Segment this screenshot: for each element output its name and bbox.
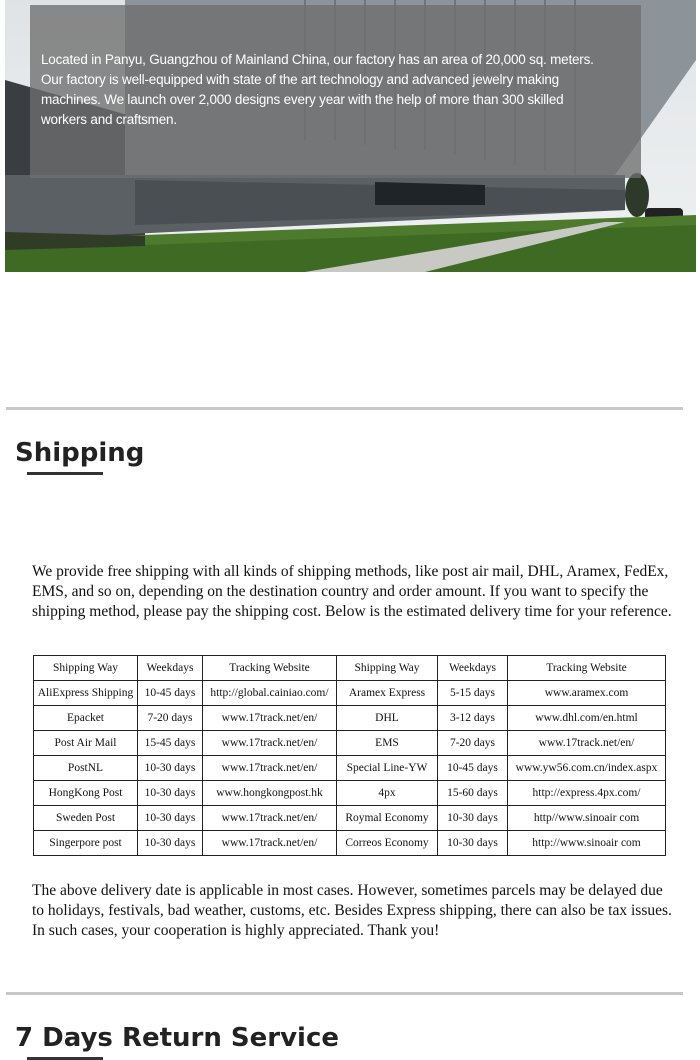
cell-shipping-way: AliExpress Shipping — [34, 681, 138, 706]
cell-tracking-website: www.17track.net/en/ — [508, 731, 666, 756]
cell-tracking-website: www.17track.net/en/ — [203, 756, 337, 781]
cell-tracking-website: www.hongkongpost.hk — [203, 781, 337, 806]
cell-tracking-website: http//www.sinoair com — [508, 806, 666, 831]
return-service-title: 7 Days Return Service — [15, 1023, 340, 1053]
cell-weekdays: 10-45 days — [138, 681, 203, 706]
header-shipping-way: Shipping Way — [34, 656, 138, 681]
cell-weekdays: 10-30 days — [138, 806, 203, 831]
shipping-title: Shipping — [15, 438, 145, 468]
factory-description: Located in Panyu, Guangzhou of Mainland China, our factory has an area of 20,000 sq. meters. Our factory is well-equipped with state of the art technology and advanced jewelry making machines. We launch over 2,000 designs every year with the help of more than 300 skilled workers and craftsmen. — [41, 52, 594, 127]
cell-tracking-website: www.dhl.com/en.html — [508, 706, 666, 731]
shipping-title-underline — [27, 472, 103, 475]
cell-weekdays: 10-30 days — [438, 806, 508, 831]
cell-shipping-way: Post Air Mail — [34, 731, 138, 756]
section-divider — [6, 992, 683, 995]
cell-weekdays: 10-30 days — [138, 756, 203, 781]
header-tracking-website: Tracking Website — [203, 656, 337, 681]
cell-shipping-way: Roymal Economy — [337, 806, 438, 831]
cell-weekdays: 7-20 days — [438, 731, 508, 756]
section-divider — [6, 407, 683, 410]
cell-weekdays: 10-45 days — [438, 756, 508, 781]
cell-weekdays: 3-12 days — [438, 706, 508, 731]
cell-shipping-way: Correos Economy — [337, 831, 438, 856]
cell-weekdays: 5-15 days — [438, 681, 508, 706]
cell-shipping-way: EMS — [337, 731, 438, 756]
cell-shipping-way: Sweden Post — [34, 806, 138, 831]
table-row — [34, 756, 666, 781]
cell-shipping-way: PostNL — [34, 756, 138, 781]
cell-shipping-way: Aramex Express — [337, 681, 438, 706]
cell-tracking-website: www.yw56.com.cn/index.aspx — [508, 756, 666, 781]
cell-weekdays: 10-30 days — [138, 831, 203, 856]
factory-photo — [5, 0, 696, 272]
cell-shipping-way: Special Line-YW — [337, 756, 438, 781]
cell-shipping-way: DHL — [337, 706, 438, 731]
table-row — [34, 831, 666, 856]
table-row — [34, 806, 666, 831]
cell-weekdays: 7-20 days — [138, 706, 203, 731]
header-shipping-way-2: Shipping Way — [337, 656, 438, 681]
cell-tracking-website: http://express.4px.com/ — [508, 781, 666, 806]
header-weekdays: Weekdays — [138, 656, 203, 681]
shipping-note: The above delivery date is applicable in most cases. However, sometimes parcels may be delayed due to holidays, festivals, bad weather, customs, etc. Besides Express shipping, there can also be tax issues. In such cases, your cooperation is highly appreciated. Thank you! — [32, 882, 672, 939]
cell-weekdays: 10-30 days — [438, 831, 508, 856]
shipping-table — [33, 655, 666, 856]
cell-weekdays: 15-60 days — [438, 781, 508, 806]
table-row — [34, 681, 666, 706]
table-row — [34, 731, 666, 756]
header-tracking-website-2: Tracking Website — [508, 656, 666, 681]
cell-shipping-way: HongKong Post — [34, 781, 138, 806]
cell-shipping-way: Epacket — [34, 706, 138, 731]
cell-tracking-website: http://global.cainiao.com/ — [203, 681, 337, 706]
cell-tracking-website: www.17track.net/en/ — [203, 731, 337, 756]
cell-tracking-website: www.17track.net/en/ — [203, 706, 337, 731]
table-row — [34, 781, 666, 806]
cell-weekdays: 15-45 days — [138, 731, 203, 756]
cell-shipping-way: Singerpore post — [34, 831, 138, 856]
cell-tracking-website: www.aramex.com — [508, 681, 666, 706]
table-header-row — [34, 656, 666, 681]
table-row — [34, 706, 666, 731]
cell-weekdays: 10-30 days — [138, 781, 203, 806]
cell-shipping-way: 4px — [337, 781, 438, 806]
cell-tracking-website: www.17track.net/en/ — [203, 806, 337, 831]
shipping-intro: We provide free shipping with all kinds of shipping methods, like post air mail, DHL, Aramex, FedEx, EMS, and so on, depending on the destination country and order amount. If you want to specify the shipping method, please pay the shipping cost. Below is the estimated delivery time for your reference. — [32, 563, 672, 620]
header-weekdays-2: Weekdays — [438, 656, 508, 681]
cell-tracking-website: http://www.sinoair com — [508, 831, 666, 856]
cell-tracking-website: www.17track.net/en/ — [203, 831, 337, 856]
